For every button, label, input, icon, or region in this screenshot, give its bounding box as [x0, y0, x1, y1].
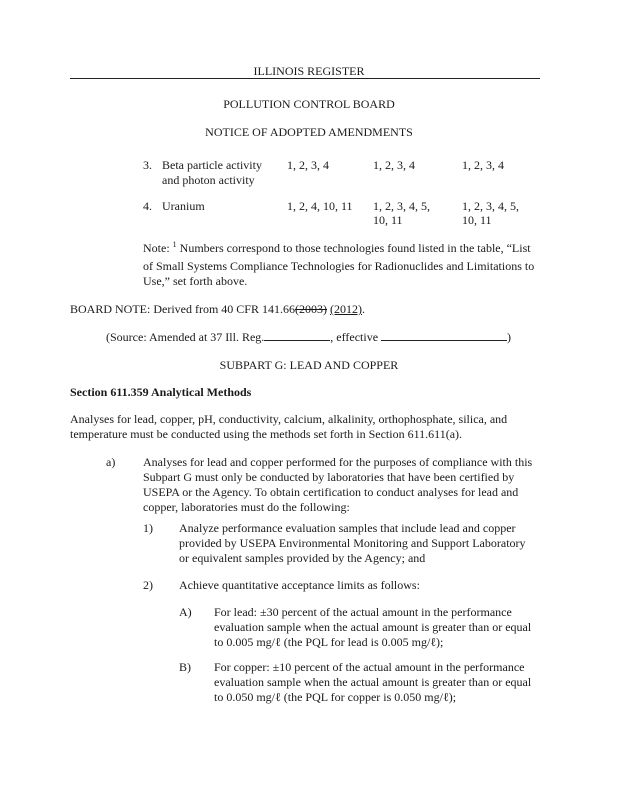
row-name-cont: and photon activity	[162, 173, 255, 187]
board-note-end: .	[362, 302, 365, 316]
item-A-line-3: to 0.005 mg/ℓ (the PQL for lead is 0.005 mg/ℓ);	[214, 635, 444, 649]
board-note-inserted: (2012)	[330, 302, 362, 316]
item-a-line-2: Subpart G must only be conducted by laboratories that have been certified by	[143, 470, 515, 484]
source-close: )	[507, 330, 512, 344]
intro-line-2: temperature must be conducted using the methods set forth in Section 611.611(a).	[70, 427, 463, 441]
note-prefix: Note:	[143, 241, 170, 255]
item-1-line-2: provided by USEPA Environmental Monitoring and Support Laboratory	[179, 536, 526, 550]
notice-title: NOTICE OF ADOPTED AMENDMENTS	[205, 125, 413, 139]
note-text: Numbers correspond to those technologies found listed in the table, “List	[179, 241, 531, 255]
item-B-label: B)	[179, 660, 191, 674]
note-line-3: Use,” set forth above.	[143, 274, 248, 288]
row-col3: 1, 2, 3, 4, 5,	[462, 199, 519, 213]
row-number: 4.	[143, 199, 152, 213]
section-heading: Section 611.359 Analytical Methods	[70, 385, 252, 399]
row-col3-cont: 10, 11	[462, 213, 492, 227]
row-number: 3.	[143, 158, 152, 172]
subpart-title: SUBPART G: LEAD AND COPPER	[219, 358, 399, 372]
item-1-line-1: Analyze performance evaluation samples that include lead and copper	[179, 521, 516, 535]
item-a-line-4: copper, laboratories must do the following:	[143, 500, 350, 514]
register-title: ILLINOIS REGISTER	[253, 64, 365, 78]
board-title: POLLUTION CONTROL BOARD	[223, 97, 395, 111]
source-open: (Source: Amended at 37 Ill. Reg.	[106, 330, 265, 344]
reg-blank	[264, 340, 330, 341]
row-col1: 1, 2, 3, 4	[287, 158, 329, 172]
intro-line-1: Analyses for lead, copper, pH, conductivity, calcium, alkalinity, orthophosphate, silica, and	[70, 412, 508, 426]
item-a-line-1: Analyses for lead and copper performed for the purposes of compliance with this	[143, 455, 533, 469]
row-col3: 1, 2, 3, 4	[462, 158, 504, 172]
note-line-1	[143, 241, 531, 256]
item-A-line-2: evaluation sample when the actual amount is greater than or equal	[214, 620, 532, 634]
row-name: Beta particle activity	[162, 158, 262, 172]
item-1-line-3: or equivalent samples provided by the Agency; and	[179, 551, 426, 565]
item-A-line-1: For lead: ±30 percent of the actual amount in the performance	[214, 605, 512, 619]
board-note-text: BOARD NOTE: Derived from 40 CFR 141.66	[70, 302, 295, 316]
row-col1: 1, 2, 4, 10, 11	[287, 199, 353, 213]
source-effective: , effective	[330, 330, 379, 344]
row-col2: 1, 2, 3, 4	[373, 158, 415, 172]
item-A-label: A)	[179, 605, 192, 619]
item-B-line-2: evaluation sample when the actual amount is greater than or equal	[214, 675, 532, 689]
row-name: Uranium	[162, 199, 205, 213]
header-rule	[70, 78, 540, 79]
row-col2: 1, 2, 3, 4, 5,	[373, 199, 430, 213]
board-note-struck: (2003)	[295, 302, 327, 316]
source-line	[106, 330, 511, 345]
item-2-line-1: Achieve quantitative acceptance limits as follows:	[179, 578, 420, 592]
item-1-label: 1)	[143, 521, 153, 535]
item-B-line-1: For copper: ±10 percent of the actual amount in the performance	[214, 660, 525, 674]
item-B-line-3: to 0.050 mg/ℓ (the PQL for copper is 0.050 mg/ℓ);	[214, 690, 457, 704]
item-a-line-3: USEPA or the Agency. To obtain certification to conduct analyses for lead and	[143, 485, 519, 499]
item-2-label: 2)	[143, 578, 153, 592]
note-sup: 1	[172, 240, 177, 249]
board-note	[70, 302, 365, 317]
row-col2-cont: 10, 11	[373, 213, 403, 227]
item-a-label: a)	[106, 455, 116, 469]
effective-blank	[381, 340, 507, 341]
note-line-2: of Small Systems Compliance Technologies for Radionuclides and Limitations to	[143, 259, 535, 273]
